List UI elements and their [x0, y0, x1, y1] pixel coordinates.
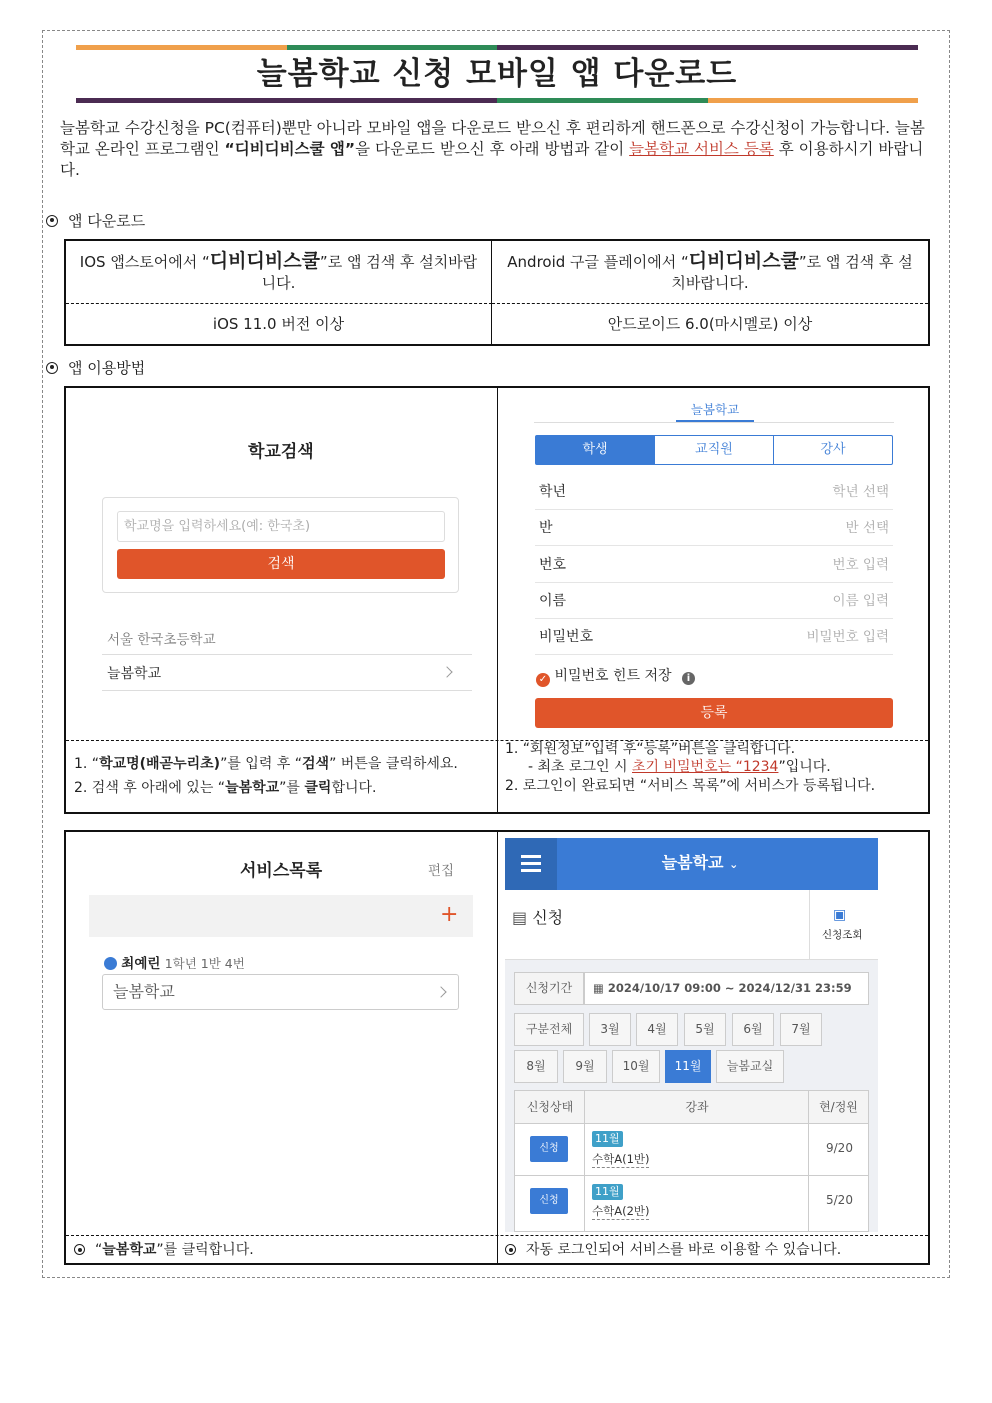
app-title[interactable]: 늘봄학교 ⌄: [661, 853, 739, 872]
header-count: 현/정원: [809, 1091, 868, 1124]
filter-july[interactable]: 7월: [780, 1013, 822, 1046]
service-card-neulbom[interactable]: 늘봄학교: [102, 974, 459, 1010]
step3-note: “늘봄학교”를 클릭합니다.: [74, 1240, 254, 1260]
enrollment-count: 9/20: [826, 1141, 853, 1155]
period-value: ▦ 2024/10/17 09:00 ~ 2024/12/31 23:59: [584, 972, 869, 1005]
filter-april[interactable]: 4월: [636, 1013, 678, 1046]
filter-september[interactable]: 9월: [563, 1050, 607, 1083]
role-segment: [535, 435, 893, 465]
hint-save-checkbox[interactable]: ✓ 비밀번호 힌트 저장 i: [536, 665, 695, 687]
filter-may[interactable]: 5월: [684, 1013, 726, 1046]
add-service-bar[interactable]: [89, 895, 473, 937]
edit-button[interactable]: 편집: [428, 863, 455, 879]
target-bullet-icon: [74, 1244, 85, 1255]
step2-note-sub: - 최초 로그인 시 초기 비밀번호는 “1234”입니다.: [528, 759, 831, 775]
page-label: ▤ 신청: [512, 908, 564, 927]
register-button[interactable]: 등록: [535, 698, 893, 728]
service-list-title: 서비스목록: [240, 861, 323, 881]
role-student-tab[interactable]: 학생: [536, 436, 654, 464]
user-line: 최예린 1학년 1반 4번: [104, 952, 245, 972]
lookup-button[interactable]: 신청조회: [822, 929, 863, 941]
month-tag: 11월: [592, 1131, 623, 1147]
hamburger-menu-icon[interactable]: [505, 838, 557, 890]
school-search-title: 학교검색: [248, 442, 314, 462]
ios-version: iOS 11.0 버전 이상: [66, 304, 492, 344]
title-top-rule: [76, 45, 918, 50]
filter-october[interactable]: 10월: [612, 1050, 660, 1083]
apply-button[interactable]: 신청: [530, 1136, 568, 1162]
step2-note-1: 1. “회원정보”입력 후“등록”버튼을 클릭합니다.: [505, 741, 796, 757]
role-instructor-tab[interactable]: 강사: [773, 436, 892, 464]
period-label: 신청기간: [514, 972, 584, 1005]
field-password[interactable]: 비밀번호 비밀번호 입력: [535, 619, 893, 655]
top-tab-neulbom[interactable]: 늘봄학교: [690, 402, 740, 417]
document-title: 늘봄학교 신청 모바일 앱 다운로드: [256, 56, 738, 92]
android-version: 안드로이드 6.0(마시멜로) 이상: [607, 314, 813, 333]
intro-paragraph: 늘봄학교 수강신청을 PC(컴퓨터)뿐만 아니라 모바일 앱을 다운로드 받으신 후 편리하게 핸드폰으로 수강신청이 가능합니다. 늘봄학교 온라인 프로그램인 “디비디비스쿨 앱”을 다운로드 받으신 후 아래 방법과 같이 늘봄학교 서비스 등록 후 이용하시기 바랍니다.: [60, 119, 925, 179]
role-staff-tab[interactable]: 교직원: [654, 436, 773, 464]
filter-all[interactable]: 구분전체: [514, 1013, 584, 1046]
lookup-icon: ▣: [833, 907, 847, 923]
step1-note-2: 2. 검색 후 아래에 있는 “늘봄학교”를 클릭합니다.: [74, 780, 377, 796]
filter-november[interactable]: 11월: [665, 1050, 711, 1083]
section-usage-heading: 앱 이용방법: [46, 357, 145, 378]
section-download-heading: 앱 다운로드: [46, 210, 145, 231]
course-name[interactable]: 수학A(1반): [592, 1152, 650, 1166]
filter-march[interactable]: 3월: [589, 1013, 631, 1046]
field-name[interactable]: 이름 이름 입력: [535, 583, 893, 619]
step4-note: 자동 로그인되어 서비스를 바로 이용할 수 있습니다.: [505, 1240, 841, 1260]
field-number[interactable]: 번호 번호 입력: [535, 547, 893, 583]
download-table: [64, 239, 930, 346]
android-cell: Android 구글 플레이에서 “디비디비스쿨”로 앱 검색 후 설치바랍니다.: [492, 241, 928, 304]
step2-note-2: 2. 로그인이 완료되면 “서비스 목록”에 서비스가 등록됩니다.: [505, 778, 876, 794]
apply-button[interactable]: 신청: [530, 1188, 568, 1214]
field-grade[interactable]: 학년 학년 선택: [535, 474, 893, 510]
enrollment-count: 5/20: [826, 1193, 853, 1207]
school-search-input[interactable]: 학교명을 입력하세요(예: 한국초): [117, 511, 445, 542]
header-course: 강좌: [585, 1091, 809, 1124]
field-class[interactable]: 반 반 선택: [535, 510, 893, 546]
search-button[interactable]: 검색: [117, 549, 445, 579]
info-icon[interactable]: i: [682, 672, 695, 685]
header-status: 신청상태: [515, 1091, 585, 1124]
check-icon: ✓: [536, 673, 550, 687]
course-name[interactable]: 수학A(2반): [592, 1204, 650, 1218]
filter-june[interactable]: 6월: [732, 1013, 774, 1046]
filter-august[interactable]: 8월: [514, 1050, 558, 1083]
filter-neulbom-class[interactable]: 늘봄교실: [716, 1050, 784, 1083]
target-bullet-icon: [46, 215, 58, 227]
ios-cell: IOS 앱스토어에서 “디비디비스쿨”로 앱 검색 후 설치바랍니다.: [66, 241, 492, 304]
target-bullet-icon: [46, 362, 58, 374]
calendar-icon: ▦: [593, 981, 604, 995]
target-bullet-icon: [505, 1244, 516, 1255]
result-school-name: 서울 한국초등학교: [107, 632, 216, 648]
document-icon: ▤: [512, 908, 528, 927]
month-tag: 11월: [592, 1184, 623, 1200]
step1-note-1: 1. “학교명(배곧누리초)”를 입력 후 “검색” 버튼을 클릭하세요.: [74, 756, 458, 772]
user-icon: [104, 957, 117, 970]
title-bottom-rule: [76, 98, 918, 103]
plus-icon[interactable]: +: [440, 902, 459, 927]
result-service-item[interactable]: 늘봄학교: [107, 666, 162, 682]
service-register-link[interactable]: 늘봄학교 서비스 등록: [629, 140, 774, 158]
